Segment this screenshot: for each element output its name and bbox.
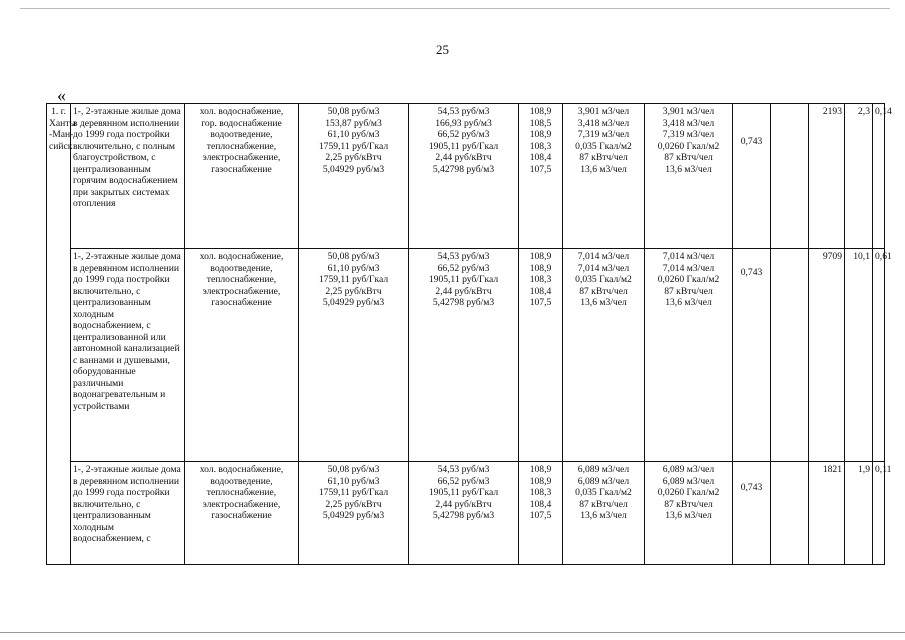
norm-value: 3,418 м3/чел <box>577 117 630 129</box>
tariff-value: 2,25 руб/кВтч <box>325 152 382 163</box>
norm-value: 3,418 м3/чел <box>662 117 715 129</box>
tariff-value: 61,10 руб/м3 <box>327 475 380 487</box>
building-description: 1-, 2-этажные жилые дома в деревянном исполнении до 1999 года постройки включительно, с полным благоустройством, с централизованным горячим водоснабжением при закрытых системах отопления <box>71 104 185 249</box>
location-line: сийск <box>49 140 73 152</box>
norm-value: 13,6 м3/чел <box>580 510 627 521</box>
service-item: хол. водоснабжение, <box>199 251 284 262</box>
tariff-value: 1759,11 руб/Гкал <box>318 140 389 152</box>
table-row <box>47 462 885 565</box>
tariff-value: 2,25 руб/кВтч <box>325 285 382 297</box>
tariff-value: 166,93 руб/м3 <box>435 117 492 129</box>
tariff-value: 1759,11 руб/Гкал <box>318 274 389 285</box>
index-value: 107,5 <box>529 163 552 175</box>
norm-value: 0,035 Гкал/м2 <box>575 274 632 285</box>
tariff-value: 2,44 руб/кВтч <box>435 285 492 297</box>
norm-value: 0,035 Гкал/м2 <box>575 487 632 498</box>
norm-value: 0,0260 Гкал/м2 <box>657 487 720 498</box>
index-value: 108,4 <box>529 285 552 297</box>
service-item: газоснабжение <box>211 297 272 308</box>
norm-value: 3,901 м3/чел <box>662 106 715 117</box>
norm-value: 0,0260 Гкал/м2 <box>657 274 720 285</box>
service-item: теплоснабжение, <box>206 140 277 152</box>
index-value: 108,9 <box>529 475 552 487</box>
service-item: газоснабжение <box>211 163 272 175</box>
tariff-value: 5,04929 руб/м3 <box>322 297 385 308</box>
tariff-value: 2,44 руб/кВтч <box>435 152 492 163</box>
tariff-value: 61,10 руб/м3 <box>327 129 380 140</box>
tariff-value: 153,87 руб/м3 <box>325 117 382 129</box>
value-1: 2193 <box>809 104 845 249</box>
norm-value: 0,0260 Гкал/м2 <box>657 140 720 152</box>
service-item: электроснабжение, <box>202 498 281 510</box>
tariff-table <box>46 103 892 565</box>
norm-value: 87 кВтч/чел <box>664 498 713 510</box>
open-quote: « <box>57 85 66 105</box>
service-item: гор. водоснабжение <box>201 117 282 129</box>
index-value: 108,9 <box>529 262 552 274</box>
tariff-value: 2,25 руб/кВтч <box>325 498 382 510</box>
tariffs-new <box>409 104 519 249</box>
norm-value: 7,319 м3/чел <box>577 129 630 140</box>
tariff-value: 54,53 руб/м3 <box>437 251 490 262</box>
index-values <box>519 104 563 249</box>
norm-value: 6,089 м3/чел <box>662 475 715 487</box>
tariff-value: 66,52 руб/м3 <box>437 129 490 140</box>
value-3: 0,61 <box>873 249 885 462</box>
index-value: 108,9 <box>529 464 552 475</box>
norm-value: 87 кВтч/чел <box>579 498 628 510</box>
location-cell <box>47 104 76 565</box>
index-values <box>519 249 563 462</box>
norm-value: 7,014 м3/чел <box>662 262 715 274</box>
service-item: хол. водоснабжение, <box>199 106 284 117</box>
norm-value: 13,6 м3/чел <box>665 297 712 308</box>
table-row <box>47 249 885 462</box>
norm-value: 87 кВтч/чел <box>664 285 713 297</box>
norms-old <box>563 462 645 565</box>
service-item: теплоснабжение, <box>206 487 277 498</box>
norm-value: 6,089 м3/чел <box>577 475 630 487</box>
building-description: 1-, 2-этажные жилые дома в деревянном исполнении до 1999 года постройки включительно, с централизованным холодным водоснабжением, с централизованной или автономной канализацией с ваннами и душевыми, оборудованные различными водонагревательным и устройствами <box>71 249 185 462</box>
norm-value: 87 кВтч/чел <box>664 152 713 163</box>
norm-value: 7,014 м3/чел <box>577 262 630 274</box>
service-item: электроснабжение, <box>202 285 281 297</box>
value-1: 1821 <box>809 462 845 565</box>
location-line: 1. г. <box>51 106 66 117</box>
value-3: 0,11 <box>873 462 885 565</box>
services-list <box>185 104 299 249</box>
empty-cell <box>771 249 809 462</box>
service-item: водоотведение, <box>210 262 273 274</box>
norms-new <box>645 104 733 249</box>
index-value: 108,4 <box>529 152 552 163</box>
tariffs-old <box>299 104 409 249</box>
norm-value: 7,319 м3/чел <box>662 129 715 140</box>
empty-cell <box>771 104 809 249</box>
tariff-value: 1905,11 руб/Гкал <box>428 140 499 152</box>
norm-value: 13,6 м3/чел <box>665 163 712 175</box>
index-value: 108,3 <box>529 274 552 285</box>
empty-cell <box>771 462 809 565</box>
norms-old <box>563 249 645 462</box>
value-2: 1,9 <box>845 462 873 565</box>
index-value: 108,9 <box>529 251 552 262</box>
norm-value: 3,901 м3/чел <box>577 106 630 117</box>
norm-value: 7,014 м3/чел <box>662 251 715 262</box>
tariff-value: 1905,11 руб/Гкал <box>428 274 499 285</box>
index-value: 108,5 <box>529 117 552 129</box>
norm-value: 13,6 м3/чел <box>580 297 627 308</box>
services-list <box>185 462 299 565</box>
tariff-value: 50,08 руб/м3 <box>327 106 380 117</box>
norm-value: 13,6 м3/чел <box>665 510 712 521</box>
index-values <box>519 462 563 565</box>
tariff-value: 1759,11 руб/Гкал <box>318 487 389 498</box>
norm-value: 13,6 м3/чел <box>580 163 627 175</box>
norms-new <box>645 462 733 565</box>
value-2: 2,3 <box>845 104 873 249</box>
tariff-value: 5,42798 руб/м3 <box>432 510 495 521</box>
tariff-value: 5,42798 руб/м3 <box>432 163 495 175</box>
tariff-value: 5,04929 руб/м3 <box>322 510 385 521</box>
norm-value: 6,089 м3/чел <box>577 464 630 475</box>
index-value: 107,5 <box>529 510 552 521</box>
norms-new <box>645 249 733 462</box>
value-1: 9709 <box>809 249 845 462</box>
index-value: 108,9 <box>529 106 552 117</box>
tariffs-old <box>299 249 409 462</box>
index-value: 108,9 <box>529 129 552 140</box>
tariff-value: 50,08 руб/м3 <box>327 251 380 262</box>
page-number: 25 <box>436 42 449 57</box>
coefficient: 0,743 <box>733 462 771 565</box>
tariff-value: 66,52 руб/м3 <box>437 262 490 274</box>
table-row <box>47 104 885 249</box>
tariff-value: 66,52 руб/м3 <box>437 475 490 487</box>
index-value: 107,5 <box>529 297 552 308</box>
tariffs-new <box>409 249 519 462</box>
service-item: водоотведение, <box>210 475 273 487</box>
service-item: газоснабжение <box>211 510 272 521</box>
tariffs-new <box>409 462 519 565</box>
location-line: Ханты <box>49 117 76 129</box>
index-value: 108,3 <box>529 487 552 498</box>
top-scan-line <box>20 8 890 9</box>
norm-value: 6,089 м3/чел <box>662 464 715 475</box>
tariff-value: 2,44 руб/кВтч <box>435 498 492 510</box>
coefficient: 0,743 <box>733 104 771 249</box>
service-item: теплоснабжение, <box>206 274 277 285</box>
norm-value: 7,014 м3/чел <box>577 251 630 262</box>
value-2: 10,1 <box>845 249 873 462</box>
value-3: 0,14 <box>873 104 885 249</box>
index-value: 108,4 <box>529 498 552 510</box>
tariff-value: 61,10 руб/м3 <box>327 262 380 274</box>
tariff-value: 1905,11 руб/Гкал <box>428 487 499 498</box>
services-list <box>185 249 299 462</box>
service-item: водоотведение, <box>210 129 273 140</box>
coefficient: 0,743 <box>733 249 771 462</box>
building-description: 1-, 2-этажные жилые дома в деревянном исполнении до 1999 года постройки включительно, с централизованным холодным водоснабжением, с <box>71 462 185 565</box>
tariff-value: 5,04929 руб/м3 <box>322 163 385 175</box>
norm-value: 0,035 Гкал/м2 <box>575 140 632 152</box>
tariff-value: 50,08 руб/м3 <box>327 464 380 475</box>
norms-old <box>563 104 645 249</box>
tariffs-old <box>299 462 409 565</box>
tariff-value: 54,53 руб/м3 <box>437 464 490 475</box>
norm-value: 87 кВтч/чел <box>579 152 628 163</box>
tariff-value: 5,42798 руб/м3 <box>432 297 495 308</box>
norm-value: 87 кВтч/чел <box>579 285 628 297</box>
bottom-scan-line <box>0 632 905 633</box>
location-line: -Ман- <box>49 129 74 140</box>
service-item: электроснабжение, <box>202 152 281 163</box>
index-value: 108,3 <box>529 140 552 152</box>
tariff-value: 54,53 руб/м3 <box>437 106 490 117</box>
service-item: хол. водоснабжение, <box>199 464 284 475</box>
